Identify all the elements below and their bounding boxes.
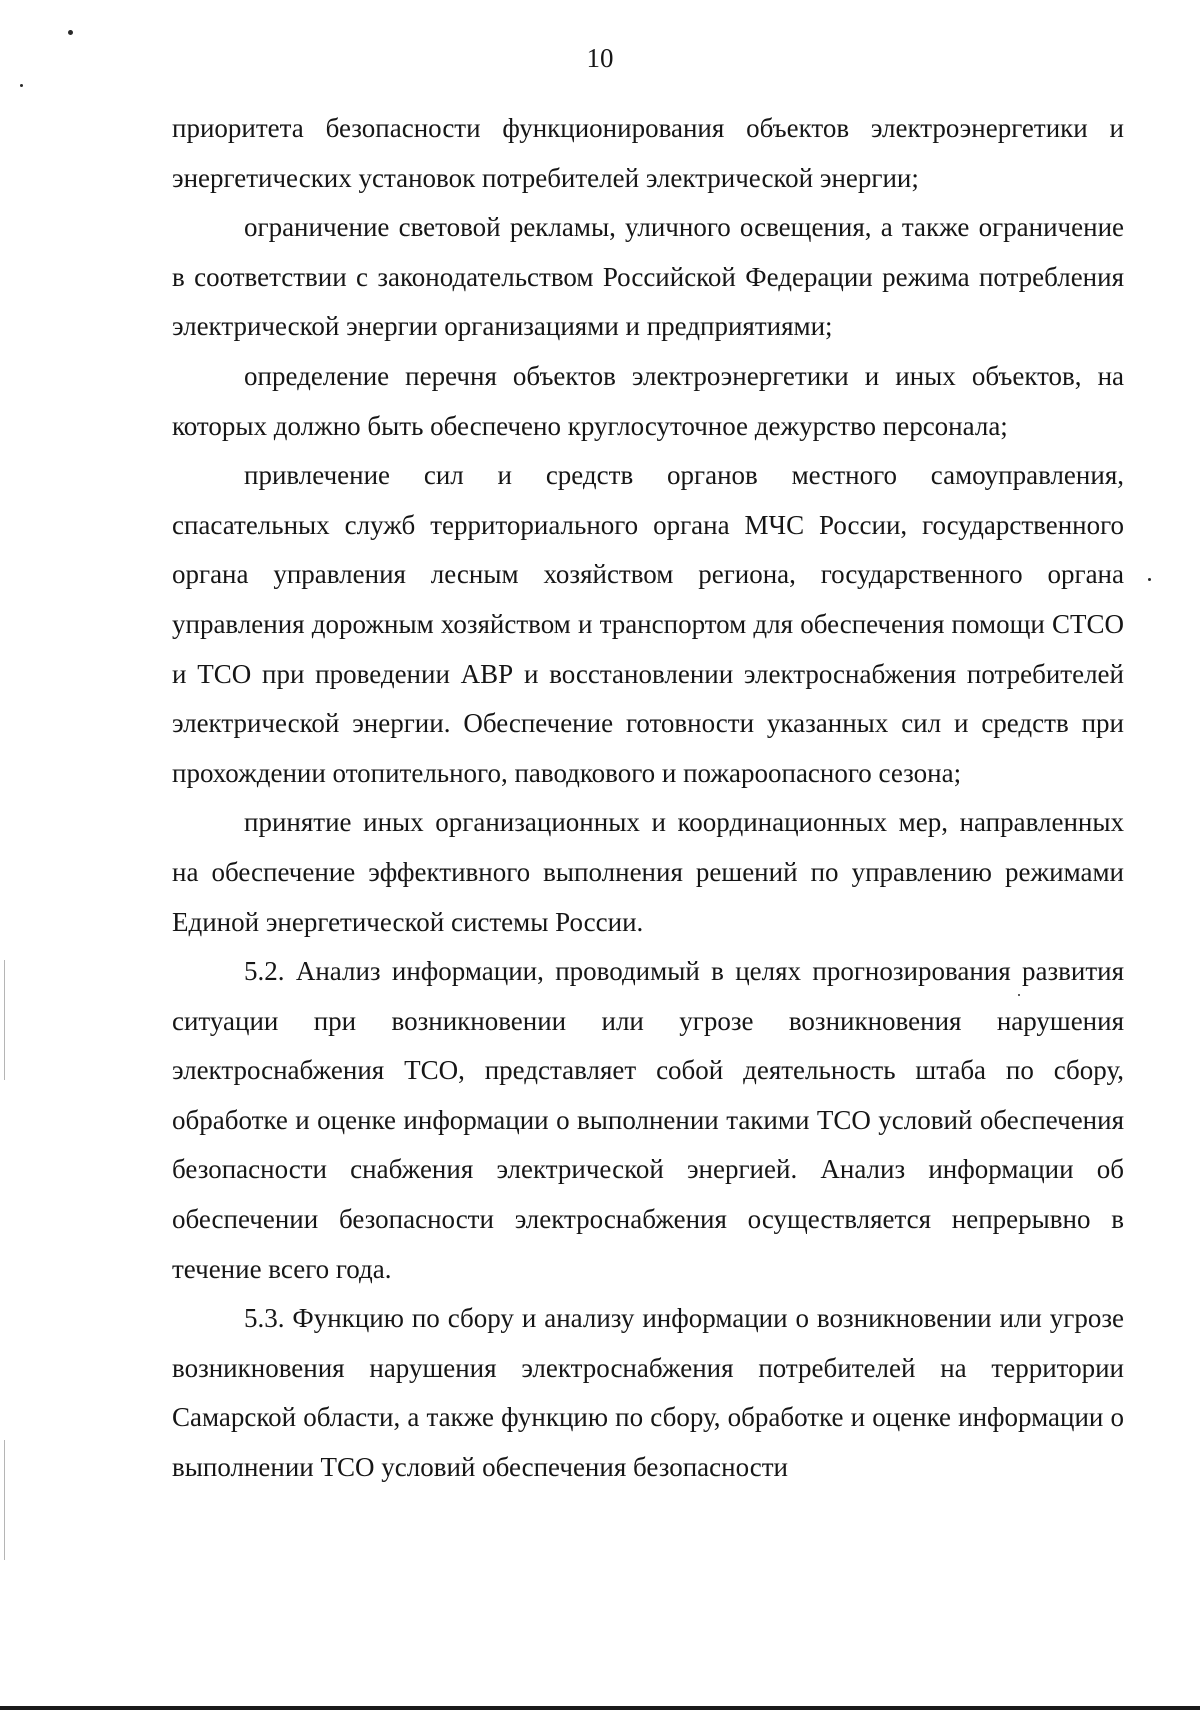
scan-edge-mark [4,960,5,1080]
document-body [172,104,1124,1493]
scan-speck [1148,578,1151,581]
scan-speck [68,30,73,35]
paragraph-continuation: приоритета безопасности функционирования объектов электроэнергетики и энергетических установок потребителей электрической энергии; [172,113,1124,193]
page-number: 10 [586,43,614,73]
paragraph: ограничение световой рекламы, уличного освещения, а также ограничение в соответствии с законодательством Российской Федерации режима потребления электрической энергии организациями и предприятиями; [172,212,1124,342]
paragraph-5-3: 5.3. Функцию по сбору и анализу информации о возникновении или угрозе возникновения нарушения электроснабжения потребителей на территории Самарской области, а также функцию по сбору, обработке и оценке информации о выполнении ТСО условий обеспечения безопасности [172,1303,1124,1483]
page-bottom-rule [0,1706,1200,1710]
paragraph: определение перечня объектов электроэнергетики и иных объектов, на которых должно быть обеспечено круглосуточное дежурство персонала; [172,360,1124,441]
scan-speck [1018,994,1020,996]
paragraph-5-2: 5.2. Анализ информации, проводимый в целях прогнозирования развития ситуации при возникновении или угрозе возникновения нарушения электроснабжения ТСО, представляет собой деятельность штаба по сбору, обработке и оценке информации о выполнении такими ТСО условий обеспечения безопасности снабжения электрической энергией. Анализ информации об обеспечении безопасности электроснабжения осуществляется непрерывно в течение всего года. [172,956,1124,1284]
paragraph: привлечение сил и средств органов местного самоуправления, спасательных служб территориального органа МЧС России, государственного органа управления лесным хозяйством региона, государственного органа управления дорожным хозяйством и транспортом для обеспечения помощи СТСО и ТСО при проведении АВР и восстановлении электроснабжения потребителей электрической энергии. Обеспечение готовности указанных сил и средств при прохождении отопительного, паводкового и пожароопасного сезона; [172,460,1124,788]
paragraph: принятие иных организационных и координационных мер, направленных на обеспечение эффективного выполнения решений по управлению режимами Единой энергетической системы России. [172,807,1124,937]
scan-edge-mark [4,1440,5,1560]
scan-speck [20,84,23,87]
